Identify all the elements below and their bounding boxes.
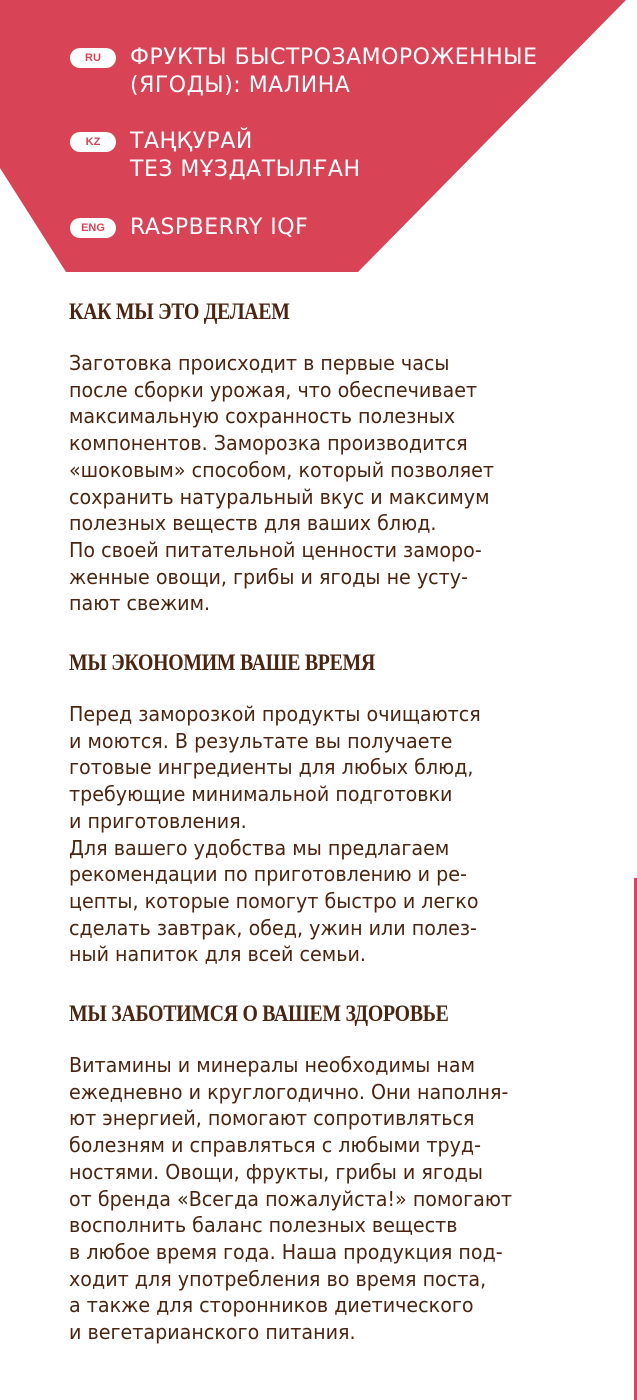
text-line: ежедневно и круглогодично. Они наполня- <box>69 1079 509 1104</box>
text-line: сохранить натуральный вкус и максимум <box>69 484 490 509</box>
section-title: МЫ ЭКОНОМИМ ВАШЕ ВРЕМЯ <box>69 650 375 676</box>
text-line: женные овощи, грибы и ягоды не усту- <box>69 564 469 589</box>
text-line: По своей питательной ценности заморо- <box>69 537 482 562</box>
product-name-kz-line-1: ТАҢҚУРАЙ <box>130 129 253 154</box>
text-line: и приготовления. <box>69 808 247 833</box>
text-line: максимальную сохранность полезных <box>69 404 456 429</box>
text-line: а также для сторонников диетического <box>69 1293 474 1318</box>
product-name-banner <box>0 0 637 272</box>
text-line: рекомендации по приготовлению и ре- <box>69 862 467 887</box>
lang-row-kz <box>70 128 361 184</box>
product-name-kz <box>130 128 361 184</box>
product-name-ru-line-2: (ЯГОДЫ): МАЛИНА <box>130 73 351 98</box>
lang-row-eng <box>70 214 308 242</box>
text-line: полезных веществ для ваших блюд. <box>69 511 437 536</box>
section-title: КАК МЫ ЭТО ДЕЛАЕМ <box>69 299 290 324</box>
text-line: компонентов. Заморозка производится <box>69 431 468 456</box>
text-line: «шоковым» способом, который позволяет <box>69 457 495 482</box>
text-line: Перед заморозкой продукты очищаются <box>69 702 481 727</box>
section-body <box>69 701 609 968</box>
text-line: ют энергией, помогают сопротивляться <box>69 1106 475 1131</box>
text-line: ный напиток для всей семьи. <box>69 942 366 967</box>
product-name-ru <box>130 44 538 100</box>
text-line: пают свежим. <box>69 591 211 616</box>
section-how-we-make <box>69 296 609 617</box>
text-line: и вегетарианского питания. <box>69 1320 356 1345</box>
info-content <box>69 296 609 1376</box>
text-line: ходит для употребления во время поста, <box>69 1266 487 1291</box>
product-name-ru-line-1: ФРУКТЫ БЫСТРОЗАМОРОЖЕННЫЕ <box>130 45 538 70</box>
lang-badge-ru: RU <box>70 48 116 68</box>
lang-row-ru <box>70 44 538 100</box>
product-name-eng <box>130 214 308 242</box>
section-health <box>69 998 609 1346</box>
text-line: и моются. В результате вы получаете <box>69 728 453 753</box>
product-name-kz-line-2: ТЕЗ МҰЗДАТЫЛҒАН <box>130 157 361 182</box>
text-line: ностями. Овощи, фрукты, грибы и ягоды <box>69 1159 483 1184</box>
section-title: МЫ ЗАБОТИМСЯ О ВАШЕМ ЗДОРОВЬЕ <box>69 1001 449 1027</box>
text-line: требующие минимальной подготовки <box>69 782 453 807</box>
text-line: сделать завтрак, обед, ужин или полез- <box>69 915 477 940</box>
text-line: восполнить баланс полезных веществ <box>69 1213 458 1238</box>
text-line: после сборки урожая, что обеспечивает <box>69 377 478 402</box>
lang-badge-eng: ENG <box>70 218 116 238</box>
section-save-time <box>69 647 609 968</box>
product-name-eng-line-1: RASPBERRY IQF <box>130 215 309 240</box>
text-line: болезням и справляться с любыми труд- <box>69 1133 482 1158</box>
text-line: Заготовка происходит в первые часы <box>69 351 450 375</box>
text-line: цепты, которые помогут быстро и легко <box>69 888 479 913</box>
text-line: готовые ингредиенты для любых блюд, <box>69 755 474 780</box>
lang-badge-kz: KZ <box>70 132 116 152</box>
section-body <box>69 350 609 617</box>
text-line: от бренда «Всегда пожалуйста!» помогают <box>69 1186 513 1211</box>
section-body <box>69 1052 609 1346</box>
text-line: Витамины и минералы необходимы нам <box>69 1053 476 1078</box>
text-line: в любое время года. Наша продукция под- <box>69 1239 503 1264</box>
text-line: Для вашего удобства мы предлагаем <box>69 835 450 860</box>
